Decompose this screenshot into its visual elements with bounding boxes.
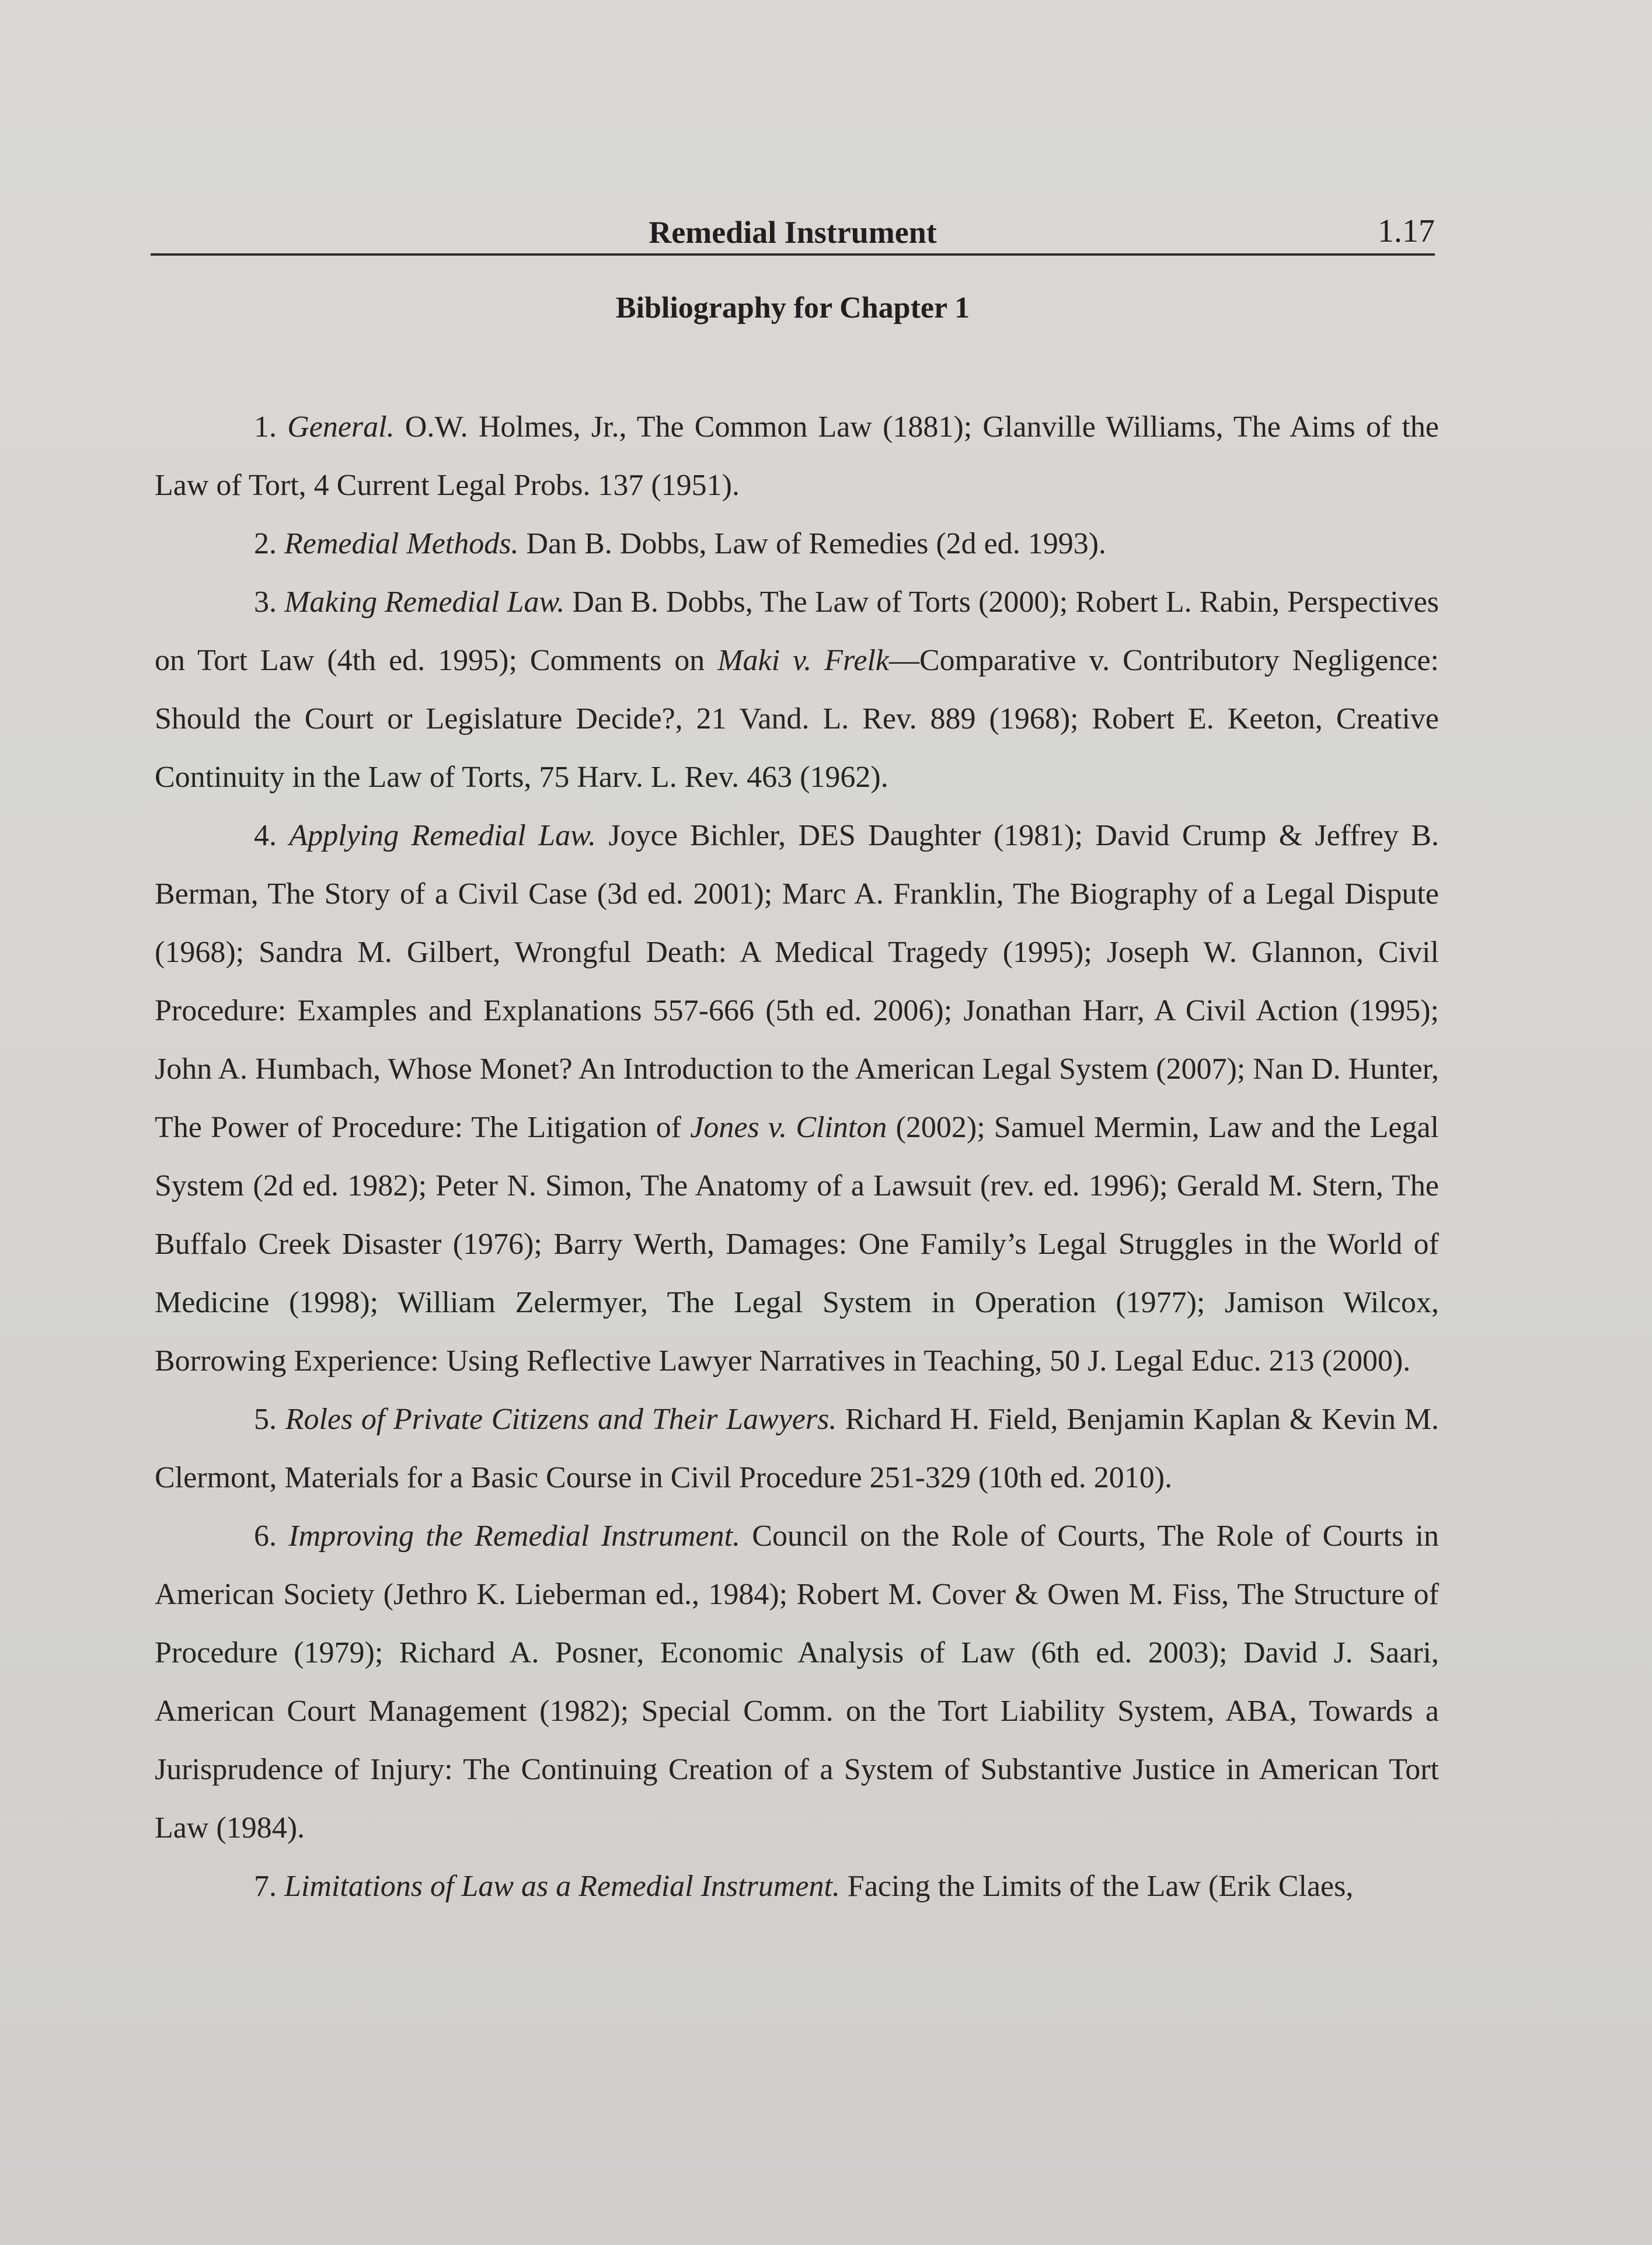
bibliography-entry [155,515,1439,573]
entry-body [840,1870,1353,1903]
entry-number: 5. [254,1403,277,1436]
bibliography-entry [155,1857,1439,1916]
entry-topic: Roles of Private Citizens and Their Lawyers. [285,1403,837,1436]
bibliography-entries [155,398,1439,1916]
entry-topic: Applying Remedial Law. [289,819,596,852]
entry-number: 4. [254,819,277,852]
entry-topic: Remedial Methods. [284,527,519,560]
entry-text-segment: Council on the Role of Courts, The Role of Courts in American Society (Jethro K. Lieberman ed., 1984); Robert M. Cover & Owen M. Fiss, The Structure of Procedure (1979); Richard A. Posner, Economic Analysis of Law (6th ed. 2003); David J. Saari, American Court Management (1982); Special Comm. on the Tort Liability System, ABA, Towards a Jurisprudence of Injury: The Continuing Creation of a System of Substantive Justice in American Tort Law (1984). [155,1519,1440,1845]
entry-text-segment: Dan B. Dobbs, Law of Remedies (2d ed. 1993). [518,527,1107,560]
bibliography-heading: Bibliography for Chapter 1 [615,291,970,325]
entry-text-segment: —Comparative v. Contributory Negligence: Should the Court or Legislature Decide?, 21 Vand. L. Rev. 889 (1968); Robert E. Keeton, Creative Continuity in the Law of Torts, 75 Harv. L. Rev. 463 (1962). [155,644,1439,794]
entry-topic: Improving the Remedial Instrument. [288,1519,741,1553]
entry-number: 2. [254,527,277,560]
entry-number: 6. [254,1519,277,1553]
entry-topic: Making Remedial Law. [284,585,565,619]
running-title: Remedial Instrument [649,215,937,250]
entry-number: 1. [254,410,277,444]
entry-text-segment: Facing the Limits of the Law (Erik Claes, [839,1870,1354,1903]
entry-body [155,1519,1439,1845]
bibliography-entry [155,1390,1439,1507]
entry-italic-segment: Maki v. Frelk [717,644,889,677]
running-header [151,205,1435,258]
entry-text-segment: O.W. Holmes, Jr., The Common Law (1881); Glanville Williams, The Aims of the Law of Tort, 4 Current Legal Probs. 137 (1951). [155,410,1440,502]
bibliography-entry [155,1507,1439,1857]
entry-text-segment: Richard H. Field, Benjamin Kaplan & Kevin M. Clermont, Materials for a Basic Course in Civil Procedure 251-329 (10th ed. 2010). [155,1403,1439,1494]
bibliography-entry [155,398,1439,515]
entry-body [518,527,1106,560]
page-number: 1.17 [1378,213,1435,249]
bibliography-entry [155,807,1439,1390]
entry-topic: General. [287,410,395,444]
entry-text-segment: (2002); Samuel Mermin, Law and the Legal System (2d ed. 1982); Peter N. Simon, The Anatomy of a Lawsuit (rev. ed. 1996); Gerald M. Stern, The Buffalo Creek Disaster (1976); Barry Werth, Damages: One Family’s Legal Struggles in the World of Medicine (1998); William Zelermyer, The Legal System in Operation (1977); Jamison Wilcox, Borrowing Experience: Using Reflective Lawyer Narratives in Teaching, 50 J. Legal Educ. 213 (2000). [155,1111,1439,1378]
entry-text-segment: Dan B. Dobbs, The Law of Torts (2000); Robert L. Rabin, Perspectives on Tort Law (4th ed. 1995); Comments on [155,585,1440,677]
entry-body [155,819,1439,1378]
entry-number: 3. [254,585,277,619]
entry-italic-segment: Jones v. Clinton [690,1111,887,1144]
entry-number: 7. [254,1870,277,1903]
bibliography-entry [155,573,1439,807]
header-rule [151,253,1435,256]
entry-topic: Limitations of Law as a Remedial Instrument. [284,1870,840,1903]
entry-text-segment: Joyce Bichler, DES Daughter (1981); David Crump & Jeffrey B. Berman, The Story of a Civil Case (3d ed. 2001); Marc A. Franklin, The Biography of a Legal Dispute (1968); Sandra M. Gilbert, Wrongful Death: A Medical Tragedy (1995); Joseph W. Glannon, Civil Procedure: Examples and Explanations 557-666 (5th ed. 2006); Jonathan Harr, A Civil Action (1995); John A. Humbach, Whose Monet? An Introduction to the American Legal System (2007); Nan D. Hunter, The Power of Procedure: The Litigation of [155,819,1440,1144]
